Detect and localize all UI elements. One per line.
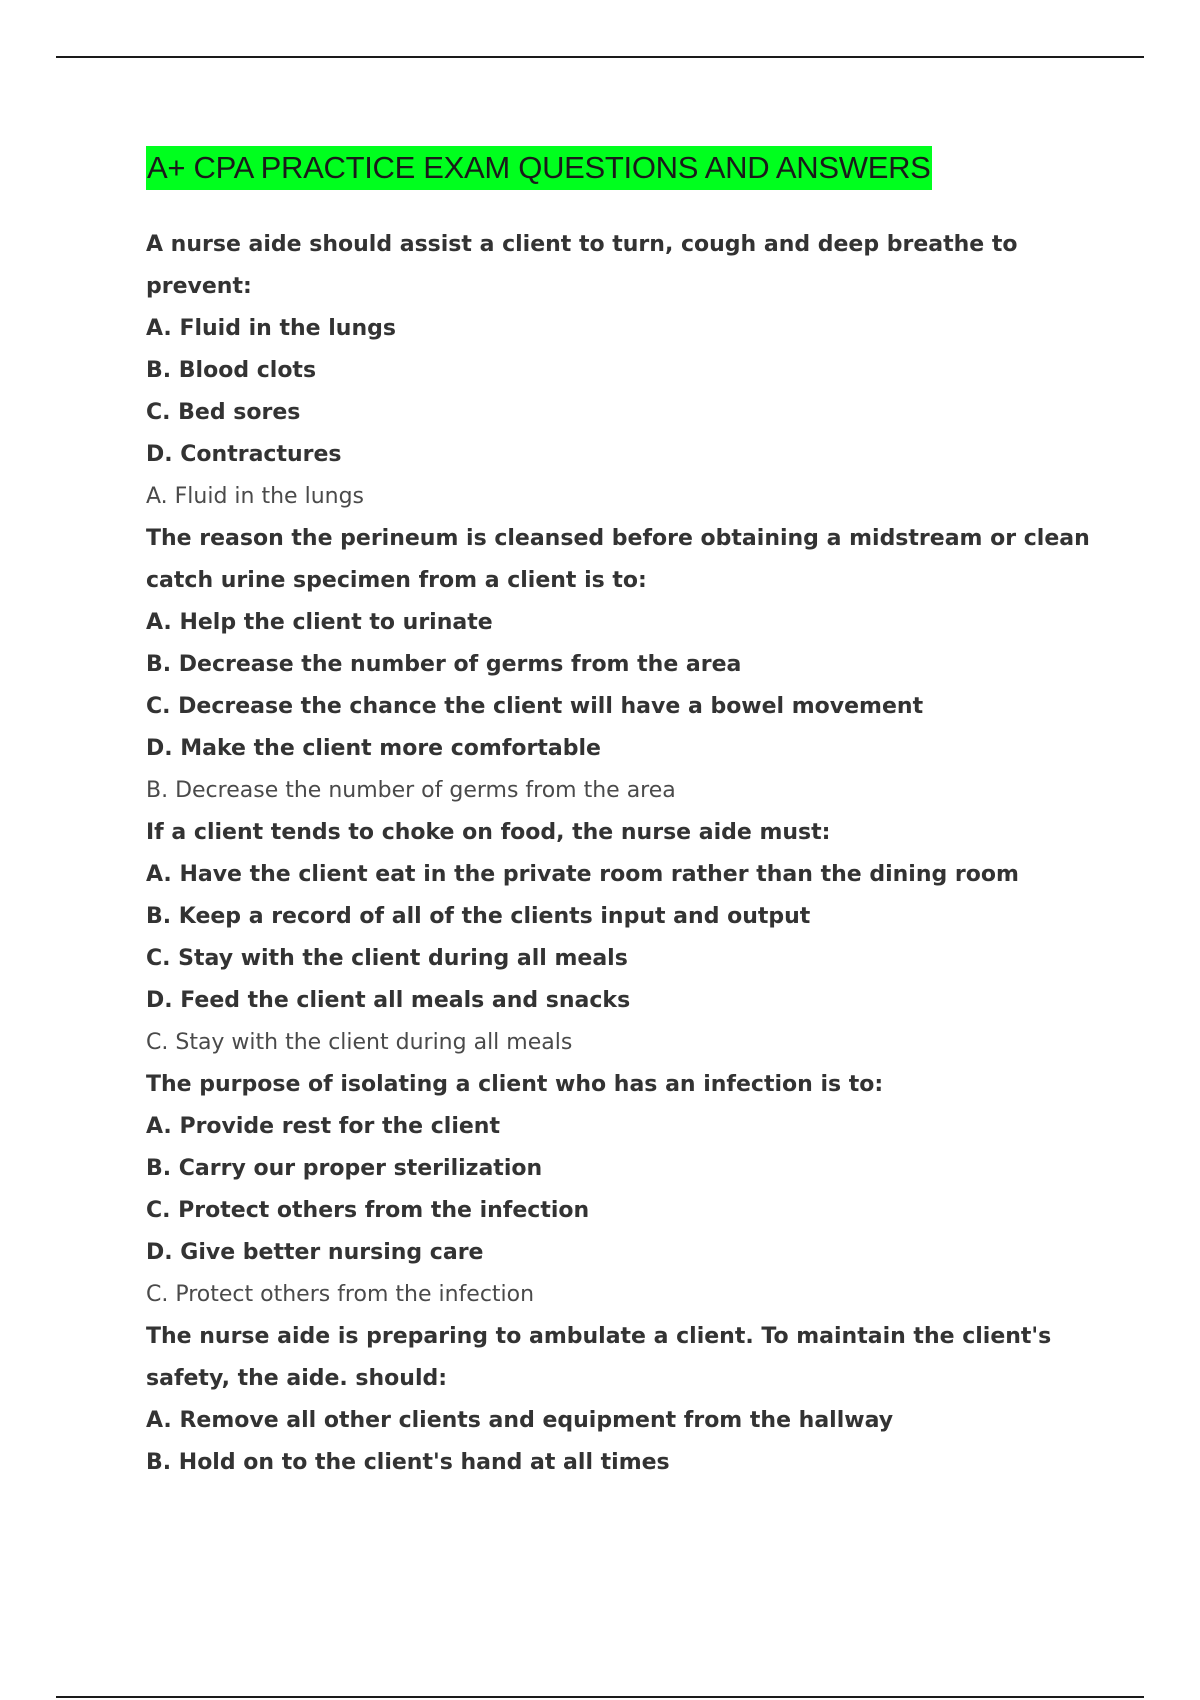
option-c: C. Decrease the chance the client will have a bowel movement bbox=[146, 694, 924, 719]
question-block-3 bbox=[146, 812, 1106, 1064]
question-text: The reason the perineum is cleansed before obtaining a midstream or clean catch urine specimen from a client is to: bbox=[146, 526, 1090, 593]
question-block-1 bbox=[146, 224, 1106, 518]
option-d: D. Contractures bbox=[146, 442, 342, 467]
question-text: A nurse aide should assist a client to turn, cough and deep breathe to prevent: bbox=[146, 232, 1018, 299]
option-a: A. Remove all other clients and equipment from the hallway bbox=[146, 1408, 894, 1433]
answer-text: A. Fluid in the lungs bbox=[146, 484, 365, 509]
option-b: B. Keep a record of all of the clients input and output bbox=[146, 904, 811, 929]
question-block-2 bbox=[146, 518, 1106, 812]
option-b: B. Blood clots bbox=[146, 358, 317, 383]
option-c: C. Stay with the client during all meals bbox=[146, 946, 628, 971]
question-block-5 bbox=[146, 1316, 1106, 1484]
document-title: A+ CPA PRACTICE EXAM QUESTIONS AND ANSWERS bbox=[146, 146, 932, 190]
bottom-rule bbox=[56, 1696, 1144, 1698]
option-b: B. Hold on to the client's hand at all times bbox=[146, 1450, 670, 1475]
option-a: A. Provide rest for the client bbox=[146, 1114, 500, 1139]
option-a: A. Help the client to urinate bbox=[146, 610, 493, 635]
option-d: D. Make the client more comfortable bbox=[146, 736, 601, 761]
document-body bbox=[146, 146, 1106, 1484]
question-text: If a client tends to choke on food, the nurse aide must: bbox=[146, 820, 831, 845]
option-b: B. Carry our proper sterilization bbox=[146, 1156, 543, 1181]
option-a: A. Have the client eat in the private room rather than the dining room bbox=[146, 862, 1019, 887]
option-c: C. Protect others from the infection bbox=[146, 1198, 590, 1223]
question-text: The purpose of isolating a client who has an infection is to: bbox=[146, 1072, 884, 1097]
answer-text: B. Decrease the number of germs from the area bbox=[146, 778, 676, 803]
title-block bbox=[146, 146, 1106, 190]
answer-text: C. Stay with the client during all meals bbox=[146, 1030, 573, 1055]
question-text: The nurse aide is preparing to ambulate a client. To maintain the client's safety, the aide. should: bbox=[146, 1324, 1052, 1391]
option-b: B. Decrease the number of germs from the area bbox=[146, 652, 742, 677]
option-a: A. Fluid in the lungs bbox=[146, 316, 396, 341]
answer-text: C. Protect others from the infection bbox=[146, 1282, 535, 1307]
option-d: D. Feed the client all meals and snacks bbox=[146, 988, 631, 1013]
top-rule bbox=[56, 56, 1144, 58]
option-c: C. Bed sores bbox=[146, 400, 301, 425]
option-d: D. Give better nursing care bbox=[146, 1240, 484, 1265]
question-block-4 bbox=[146, 1064, 1106, 1316]
